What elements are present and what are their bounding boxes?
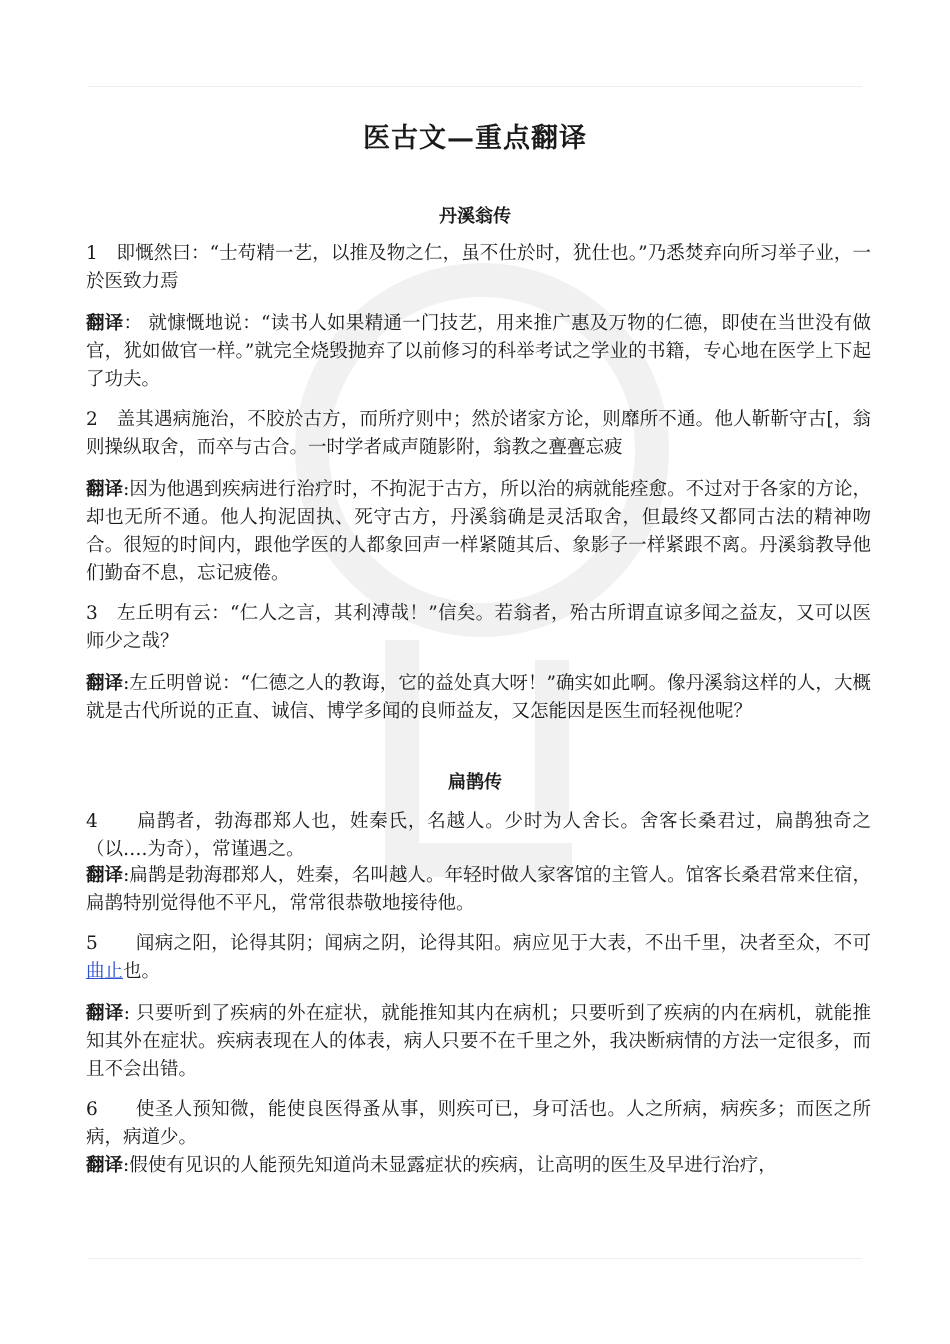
page-title: 医古文—重点翻译	[363, 123, 587, 154]
translation-label: 翻译	[86, 673, 124, 694]
section-heading-danxiweng: 丹溪翁传	[439, 206, 511, 227]
translation-passage-2: 翻译:因为他遇到疾病进行治疗时，不拘泥于古方，所以治的病就能痊愈。不过对于各家的方论，却也无所不通。他人拘泥固执、死守古方，丹溪翁确是灵活取舍，但最终又都同古法的精神吻合。很短的时间内，跟他学医的人都象回声一样紧随其后、象影子一样紧跟不离。丹溪翁教导他们勤奋不息，忘记疲倦。	[86, 479, 871, 584]
source-passage-6: 6 使圣人预知微，能使良医得蚤从事，则疾可已，身可活也。人之所病，病疾多；而医之所病，病道少。	[86, 1099, 871, 1148]
source-passage-1: 1 即慨然曰：“士苟精一艺，以推及物之仁，虽不仕於时，犹仕也。”乃悉焚弃向所习举子业，一於医致力焉	[86, 243, 871, 292]
source-passage-3: 3 左丘明有云：“仁人之言，其利溥哉！”信矣。若翁者，殆古所谓直谅多闻之益友，又可以医师少之哉？	[86, 603, 871, 652]
header-rule	[88, 86, 862, 87]
translation-label: 翻译	[86, 1003, 124, 1024]
source-passage-5: 5 闻病之阳，论得其阴；闻病之阴，论得其阳。病应见于大表，不出千里，决者至众，不可曲止也。	[86, 933, 871, 982]
term-link[interactable]: 曲止	[86, 961, 124, 982]
source-passage-4: 4 扁鹊者，勃海郡郑人也，姓秦氏，名越人。少时为人舍长。舍客长桑君过，扁鹊独奇之（以….为奇），常谨遇之。	[86, 811, 871, 860]
footer-rule	[88, 1258, 862, 1259]
translation-passage-4: 翻译:扁鹊是勃海郡郑人，姓秦，名叫越人。年轻时做人家客馆的主管人。馆客长桑君常来住宿，扁鹊特别觉得他不平凡，常常很恭敬地接待他。	[86, 865, 871, 914]
translation-label: 翻译	[86, 1155, 124, 1176]
translation-passage-1: 翻译： 就慷慨地说：“读书人如果精通一门技艺，用来推广惠及万物的仁德，即使在当世没有做官，犹如做官一样。”就完全烧毁抛弃了以前修习的科举考试之学业的书籍，专心地在医学上下起了功夫。	[86, 313, 871, 390]
translation-passage-5: 翻译: 只要听到了疾病的外在症状，就能推知其内在病机；只要听到了疾病的内在病机，就能推知其外在症状。疾病表现在人的体表，病人只要不在千里之外，我决断病情的方法一定很多，而且不会出错。	[86, 1003, 871, 1080]
translation-label: 翻译	[86, 865, 124, 886]
translation-label: 翻译	[86, 479, 124, 500]
translation-label: 翻译	[86, 313, 124, 334]
translation-passage-3: 翻译:左丘明曾说：“仁德之人的教诲，它的益处真大呀！”确实如此啊。像丹溪翁这样的人，大概就是古代所说的正直、诚信、博学多闻的良师益友，又怎能因是医生而轻视他呢？	[86, 673, 871, 722]
translation-passage-6: 翻译:假使有见识的人能预先知道尚未显露症状的疾病，让高明的医生及早进行治疗，	[86, 1155, 777, 1176]
source-passage-2: 2 盖其遇病施治，不胶於古方，而所疗则中；然於诸家方论，则靡所不通。他人靳靳守古[，翁则操纵取舍，而卒与古合。一时学者咸声随影附，翁教之亹亹忘疲	[86, 409, 871, 458]
section-heading-bianque: 扁鹊传	[448, 772, 502, 793]
